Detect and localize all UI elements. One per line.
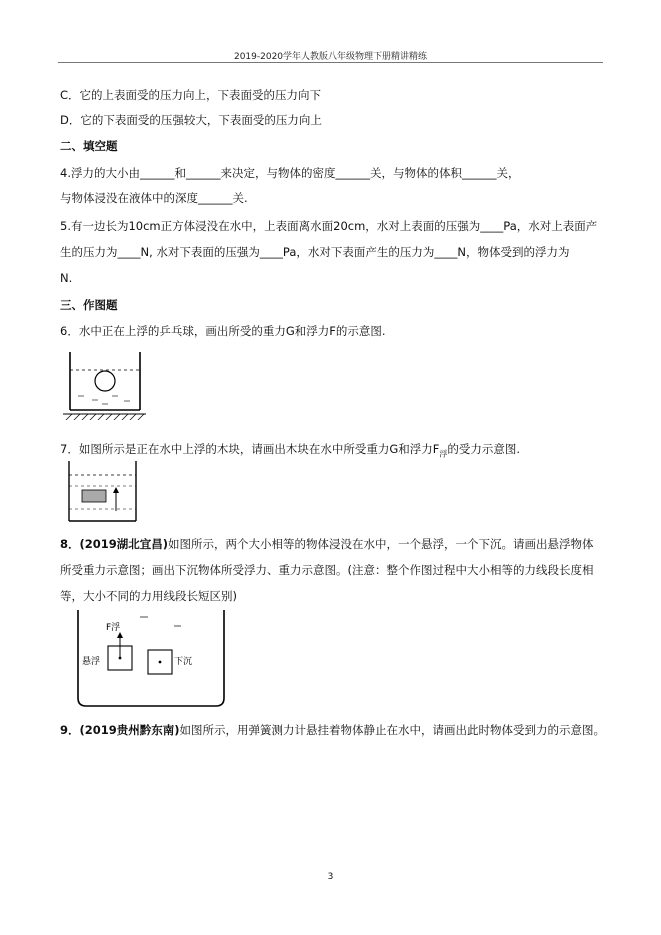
question-7-text: 7．如图所示是正在水中上浮的木块，请画出木块在水中所受重力G和浮力F (60, 442, 440, 456)
question-8-source: (2019湖北宜昌) (79, 537, 169, 551)
question-6: 6．水中正在上浮的乒乓球，画出所受的重力G和浮力F的示意图. (60, 324, 386, 338)
question-7-subscript: 浮 (439, 449, 448, 459)
figure-8-two-objects (70, 606, 230, 710)
option-d: D．它的下表面受的压强较大，下表面受的压力向上 (60, 113, 322, 127)
question-5-line2: 生的压力为____N, 水对下表面的压强为____Pa，水对下表面产生的压力为____N，物体受到的浮力为 (60, 245, 570, 259)
question-8-text: 如图所示，两个大小相等的物体浸没在水中，一个悬浮，一个下沉。请画出悬浮物体 (168, 537, 594, 551)
question-9-text: 如图所示，用弹簧测力计悬挂着物体静止在水中，请画出此时物体受到力的示意图。 (179, 723, 606, 737)
page-header: 2019-2020学年人教版八年级物理下册精讲精练 (233, 52, 428, 62)
figure-7-wooden-block (64, 459, 140, 525)
figure-8-force-label: F浮 (106, 623, 121, 633)
option-c: C．它的上表面受的压力向上，下表面受的压力向下 (60, 88, 322, 102)
question-8-line3: 等，大小不同的力用线段长短区别) (60, 589, 237, 603)
question-5-line3: N. (60, 271, 73, 285)
question-4-line2: 与物体浸没在液体中的深度______关. (60, 191, 248, 205)
question-8-number: 8． (60, 537, 80, 551)
page-number: 3 (327, 872, 334, 882)
question-4-line1: 4.浮力的大小由______和______来决定，与物体的密度______关，与物体的体积______关， (60, 166, 520, 180)
question-7-end: 的受力示意图. (447, 442, 520, 456)
question-9 (60, 722, 605, 738)
question-9-source: (2019贵州黔东南) (79, 723, 180, 737)
figure-8-left-label: 悬浮 (82, 657, 101, 667)
question-8-line1 (60, 536, 594, 552)
question-9-number: 9． (60, 723, 80, 737)
question-5-line1: 5.有一边长为10cm正方体浸没在水中，上表面离水面20cm，水对上表面的压强为____Pa，水对上表面产 (60, 219, 598, 233)
header-divider (58, 62, 603, 63)
figure-8-right-label: 下沉 (174, 657, 193, 667)
section-drawing: 三、作图题 (60, 298, 118, 312)
question-8-line2: 所受重力示意图；画出下沉物体所受浮力、重力示意图。(注意：整个作图过程中大小相等的力线段长度相 (60, 563, 594, 577)
figure-6-pingpong-ball (62, 348, 146, 420)
section-fill-in: 二、填空题 (60, 139, 118, 153)
